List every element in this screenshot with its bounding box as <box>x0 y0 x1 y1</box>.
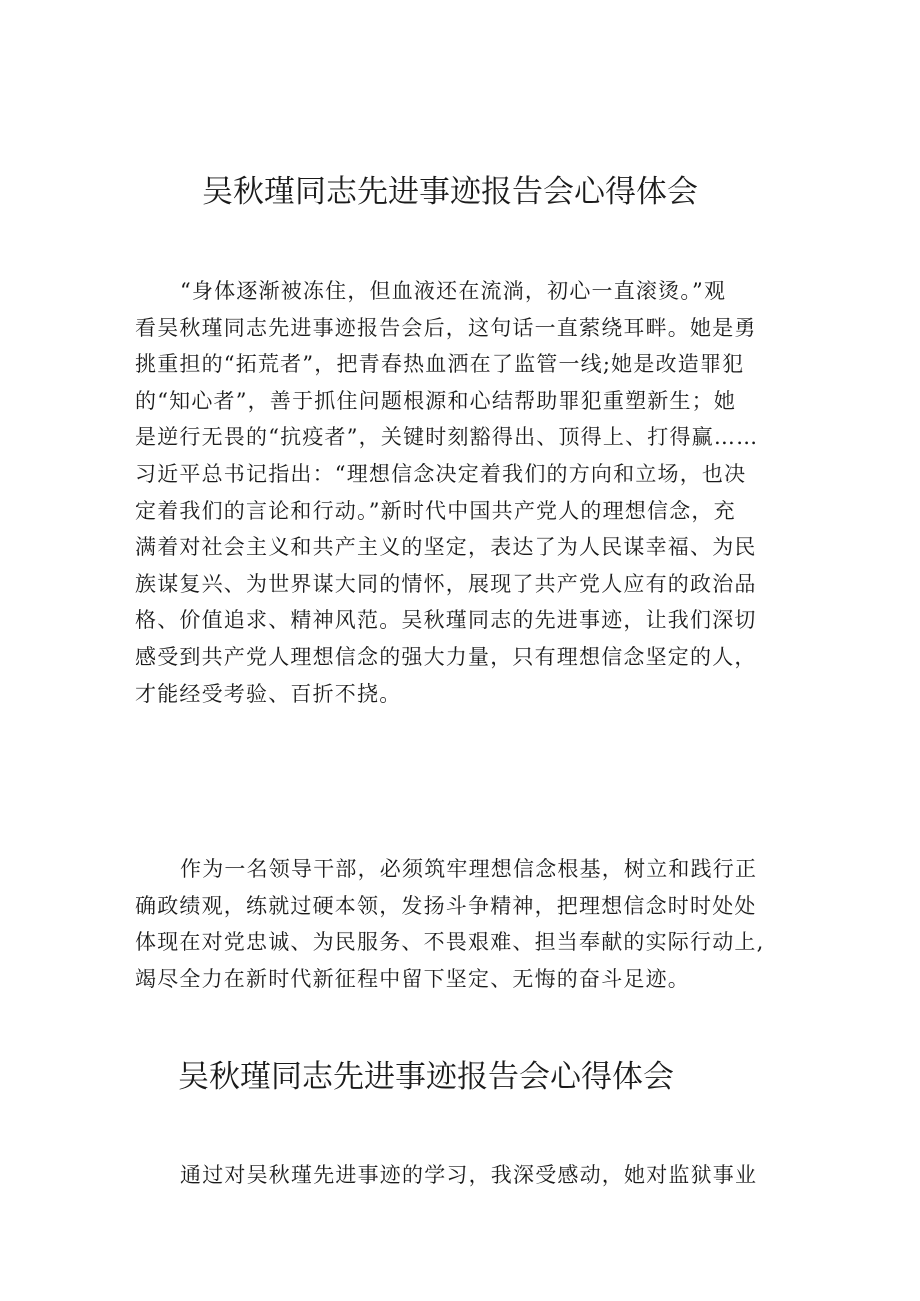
paragraph-line: 作为一名领导干部，必须筑牢理想信念根基，树立和践行正 <box>180 857 758 881</box>
paragraph-line: 看吴秋瑾同志先进事迹报告会后，这句话一直萦绕耳畔。她是勇 <box>135 315 757 340</box>
paragraph-line: 的“知心者”，善于抓住问题根源和心结帮助罪犯重塑新生；她 <box>135 388 737 413</box>
paragraph-line: 族谋复兴、为世界谋大同的情怀，展现了共产党人应有的政治品 <box>135 571 757 596</box>
article-title: 吴秋瑾同志先进事迹报告会心得体会 <box>202 174 698 210</box>
paragraph-line: 通过对吴秋瑾先进事迹的学习，我深受感动，她对监狱事业 <box>180 1163 758 1187</box>
paragraph-line: 是逆行无畏的“抗疫者”，关键时刻豁得出、顶得上、打得赢…… <box>135 425 759 450</box>
paragraph-line: 确政绩观，练就过硬本领，发扬斗争精神，把理想信念时时处处 <box>135 893 757 918</box>
paragraph-line: 满着对社会主义和共产主义的坚定，表达了为人民谋幸福、为民 <box>135 535 757 560</box>
paragraph-2 <box>135 851 795 997</box>
paragraph-line: 才能经受考验、百折不挠。 <box>135 681 402 706</box>
paragraph-line: 竭尽全力在新时代新征程中留下坚定、无悔的奋斗足迹。 <box>135 966 690 991</box>
second-article-title: 吴秋瑾同志先进事迹报告会心得体会 <box>178 1059 674 1095</box>
paragraph-line: 格、价值追求、精神风范。吴秋瑾同志的先进事迹，让我们深切 <box>135 608 757 633</box>
paragraph-line: “身体逐渐被冻住，但血液还在流淌，初心一直滚烫。”观 <box>180 279 727 303</box>
paragraph-line: 感受到共产党人理想信念的强大力量，只有理想信念坚定的人， <box>135 644 757 669</box>
paragraph-line: 习近平总书记指出：“理想信念决定着我们的方向和立场，也决 <box>135 461 747 486</box>
paragraph-3 <box>135 1157 795 1194</box>
paragraph-1 <box>135 273 795 712</box>
paragraph-line: 体现在对党忠诚、为民服务、不畏艰难、担当奉献的实际行动上, <box>135 930 765 955</box>
paragraph-line: 挑重担的“拓荒者”，把青春热血洒在了监管一线;她是改造罪犯 <box>135 352 745 377</box>
paragraph-line: 定着我们的言论和行动。”新时代中国共产党人的理想信念，充 <box>135 498 736 523</box>
